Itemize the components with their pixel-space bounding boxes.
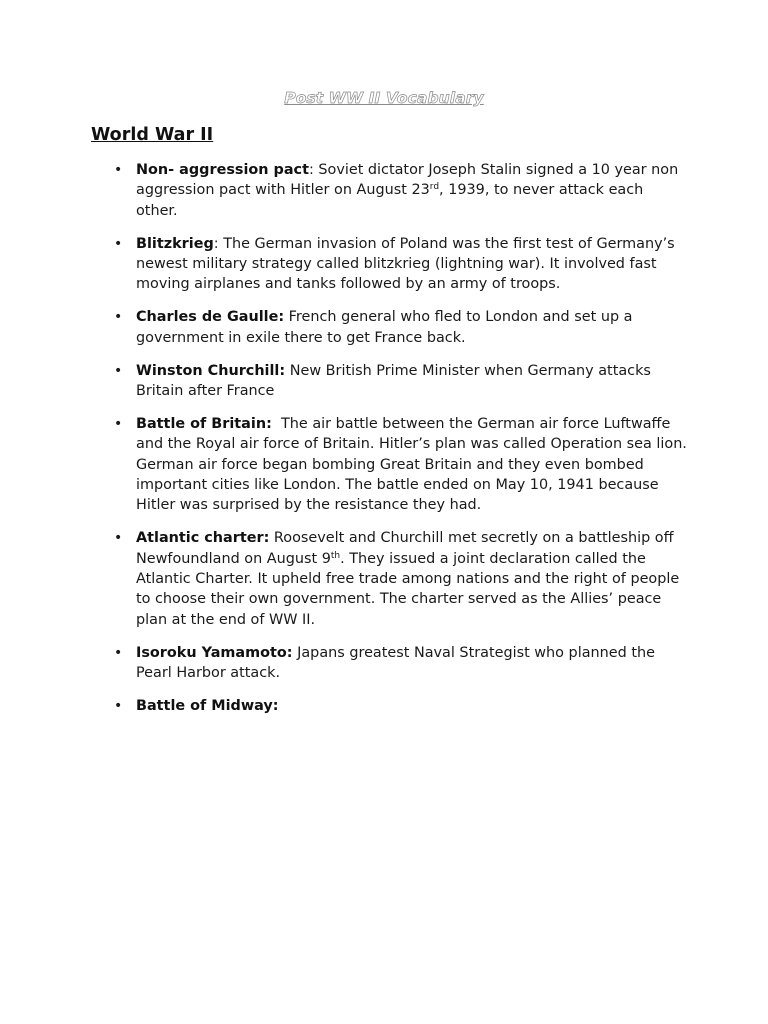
term-label: Winston Churchill: — [136, 362, 286, 379]
vocabulary-list — [108, 160, 692, 729]
term-definition: Roosevelt and Churchill met secretly on a battleship off Newfoundland on August 9 — [136, 530, 674, 567]
term-label: Isoroku Yamamoto: — [136, 644, 293, 661]
term-definition: : The German invasion of Poland was the first test of Germany’s newest military strategy called blitzkrieg (lightning war). It involved fast moving airplanes and tanks followed by an army of troops. — [136, 235, 675, 293]
list-item — [108, 528, 688, 629]
term-label: Atlantic charter: — [136, 530, 270, 547]
term-definition: New British Prime Minister when Germany attacks Britain after France — [136, 362, 651, 400]
bullet-icon: • — [114, 309, 123, 326]
bullet-icon: • — [114, 530, 123, 547]
bullet-icon: • — [114, 416, 123, 433]
term-definition: French general who fled to London and set up a government in exile there to get France back. — [136, 309, 633, 346]
term-label: Blitzkrieg — [136, 235, 214, 252]
term-label: Charles de Gaulle: — [136, 309, 285, 326]
list-item — [108, 361, 688, 402]
list-item — [108, 234, 688, 295]
term-label: Non- aggression pact — [136, 162, 309, 178]
term-definition-continued: , 1939, to never attack each other. — [136, 182, 644, 219]
bullet-icon: • — [114, 644, 123, 661]
bullet-icon: • — [114, 235, 123, 252]
document-title: Post WW II Vocabulary — [284, 89, 484, 107]
term-definition: : Soviet dictator Joseph Stalin signed a 10 year non aggression pact with Hitler on August 23 — [136, 162, 679, 199]
section-heading: World War II — [91, 125, 214, 145]
term-definition: Japans greatest Naval Strategist who planned the Pearl Harbor attack. — [136, 644, 655, 682]
bullet-icon: • — [114, 698, 123, 715]
list-item — [108, 307, 688, 348]
ordinal-suffix: rd — [429, 182, 440, 193]
bullet-icon: • — [114, 362, 123, 379]
term-definition-continued: . They issued a joint declaration called the Atlantic Charter. It upheld free trade among nations and the right of people to choose their own government. The charter served as the Allies’ peace plan at the end of WW II. — [136, 550, 680, 628]
list-item — [108, 160, 688, 221]
ordinal-suffix: th — [330, 550, 341, 561]
list-item — [108, 414, 692, 515]
term-label: Battle of Midway: — [136, 698, 279, 715]
list-item — [108, 696, 688, 716]
term-label: Battle of Britain: — [136, 416, 272, 433]
term-definition: The air battle between the German air force Luftwaffe and the Royal air force of Britain. Hitler’s plan was called Operation sea lion. German air force began bombing Great Britain and they even bombed important cities like London. The battle ended on May 10, 1941 because Hitler was surprised by the resistance they had. — [136, 416, 692, 514]
list-item — [108, 643, 688, 684]
bullet-icon: • — [114, 162, 123, 178]
